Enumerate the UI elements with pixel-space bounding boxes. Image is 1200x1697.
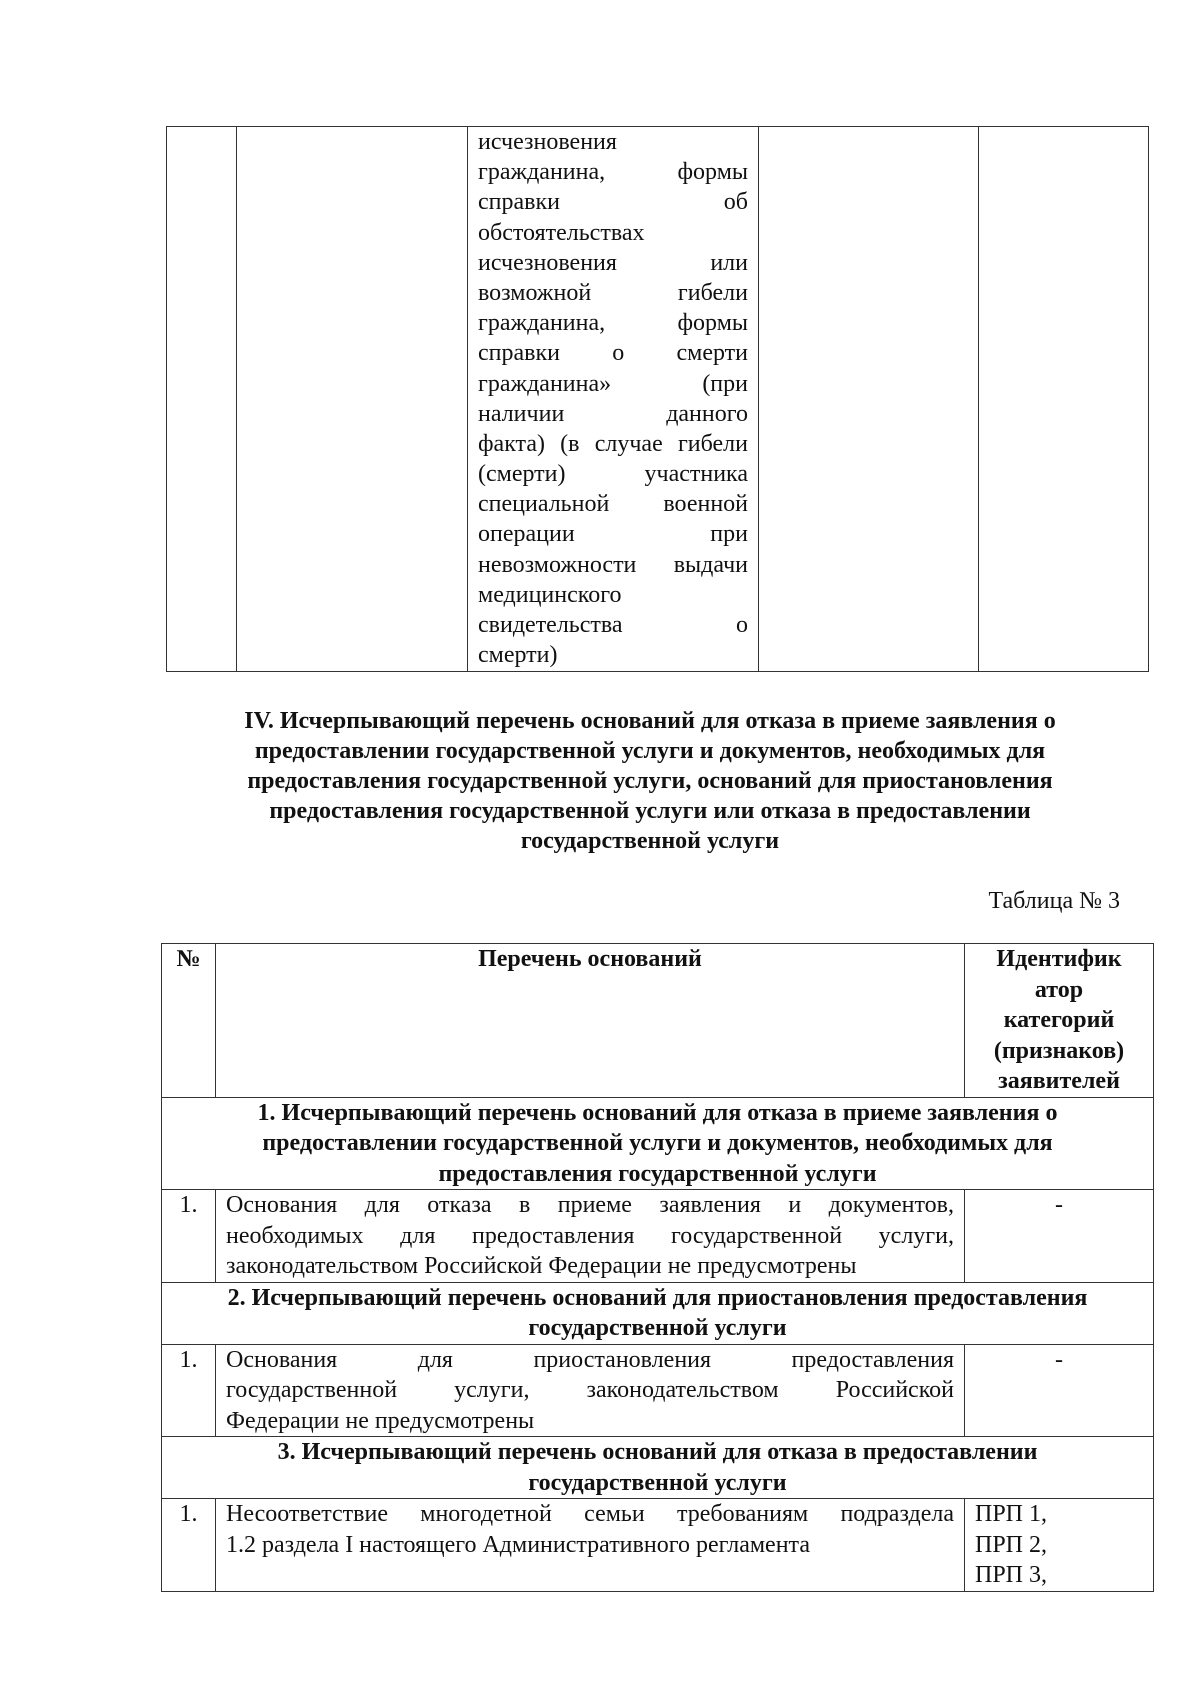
row-num: 1. xyxy=(162,1190,216,1283)
section-title-row xyxy=(162,1282,1154,1344)
table-row xyxy=(167,127,1149,672)
section-title-cell xyxy=(162,1282,1154,1344)
row-text-line: Федерации не предусмотрены xyxy=(226,1407,535,1434)
heading-line: государственной услуги xyxy=(520,828,780,854)
row-text-line: 1.2 раздела I настоящего Административного регламента xyxy=(226,1531,810,1558)
cell-text-line: гражданина, формы xyxy=(478,310,748,337)
cell-text-line: медицинского xyxy=(478,581,622,608)
row-text xyxy=(216,1344,965,1437)
section-title-row xyxy=(162,1097,1154,1190)
heading-line: предоставлении государственной услуги и документов, необходимых для xyxy=(254,738,1046,764)
continuation-table xyxy=(166,126,1149,672)
table-row xyxy=(162,1190,1154,1283)
heading-line: предоставления государственной услуги, оснований для приостановления xyxy=(247,768,1053,794)
section-title-line: предоставления государственной услуги xyxy=(438,1160,877,1187)
cell-text-line: исчезновения xyxy=(478,129,617,155)
cell-text-line: смерти) xyxy=(478,642,558,669)
row-text-line: Основания для отказа в приеме заявления и документов, xyxy=(226,1192,954,1218)
row-text xyxy=(216,1190,965,1283)
section-title-line: 2. Исчерпывающий перечень оснований для приостановления предоставления xyxy=(227,1284,1088,1311)
cell-text-line: справки о смерти xyxy=(478,340,748,367)
section-title-cell xyxy=(162,1437,1154,1499)
header-id-line: Идентифик xyxy=(996,946,1122,972)
table-cell-empty xyxy=(167,127,237,672)
section-title-line: 1. Исчерпывающий перечень оснований для отказа в приеме заявления о xyxy=(257,1099,1058,1126)
row-text-line: государственной услуги, законодательством Российской xyxy=(226,1377,954,1403)
cell-text-line: операции при xyxy=(478,521,748,548)
cell-text-line: свидетельства о xyxy=(478,612,748,638)
header-reasons: Перечень оснований xyxy=(216,944,965,1098)
header-id-line: категорий xyxy=(1003,1007,1115,1033)
heading-line: предоставления государственной услуги или отказа в предоставлении xyxy=(269,798,1031,824)
cell-text-line: гражданина» (при xyxy=(478,370,748,397)
cell-text-line: гражданина, формы xyxy=(478,159,748,186)
cell-text-line: возможной гибели xyxy=(478,279,748,306)
table-row xyxy=(162,1499,1154,1592)
cell-text-line: факта) (в случае гибели xyxy=(478,430,748,457)
row-num: 1. xyxy=(162,1344,216,1437)
table-cell-empty xyxy=(237,127,468,672)
cell-text-line: невозможности выдачи xyxy=(478,551,748,578)
table-cell-empty xyxy=(759,127,979,672)
grounds-table xyxy=(161,943,1154,1592)
section-heading xyxy=(160,706,1140,856)
section-title-line: предоставлении государственной услуги и документов, необходимых для xyxy=(262,1130,1053,1156)
header-id-line: заявителей xyxy=(998,1068,1120,1094)
table-cell-empty xyxy=(979,127,1149,672)
table-caption: Таблица № 3 xyxy=(988,888,1120,914)
header-id-line: (признаков) xyxy=(993,1037,1125,1064)
row-id-line: ПРП 3, xyxy=(975,1562,1048,1588)
section-title-cell xyxy=(162,1097,1154,1190)
cell-text-line: (смерти) участника xyxy=(478,461,748,488)
row-text xyxy=(216,1499,965,1592)
row-id: - xyxy=(965,1190,1154,1283)
cell-text-line: специальной военной xyxy=(478,491,748,518)
header-applicant-id xyxy=(965,944,1154,1098)
table-header-row xyxy=(162,944,1154,1098)
row-num: 1. xyxy=(162,1499,216,1592)
row-text-line: Несоответствие многодетной семьи требованиям подраздела xyxy=(226,1501,954,1527)
row-text-line: необходимых для предоставления государственной услуги, xyxy=(226,1222,954,1249)
row-text-line: законодательством Российской Федерации не предусмотрены xyxy=(226,1253,857,1279)
section-title-line: 3. Исчерпывающий перечень оснований для отказа в предоставлении xyxy=(277,1439,1038,1465)
cell-text-line: наличии данного xyxy=(478,400,748,427)
row-id-line: ПРП 1, xyxy=(975,1501,1048,1527)
heading-line: IV. Исчерпывающий перечень оснований для отказа в приеме заявления о xyxy=(244,708,1056,734)
row-id: - xyxy=(965,1344,1154,1437)
section-title-line: государственной услуги xyxy=(528,1315,787,1341)
cell-text-line: исчезновения или xyxy=(478,249,748,276)
row-id-line: ПРП 2, xyxy=(975,1531,1048,1558)
header-id-line: атор xyxy=(1034,976,1084,1003)
cell-text-line: справки об xyxy=(478,189,748,216)
table-row xyxy=(162,1344,1154,1437)
header-num: № xyxy=(162,944,216,1098)
table-cell-document-list xyxy=(468,127,759,672)
section-title-row xyxy=(162,1437,1154,1499)
row-text-line: Основания для приостановления предоставления xyxy=(226,1346,954,1373)
cell-text-line: обстоятельствах xyxy=(478,219,645,246)
section-title-line: государственной услуги xyxy=(528,1469,787,1496)
row-id xyxy=(965,1499,1154,1592)
